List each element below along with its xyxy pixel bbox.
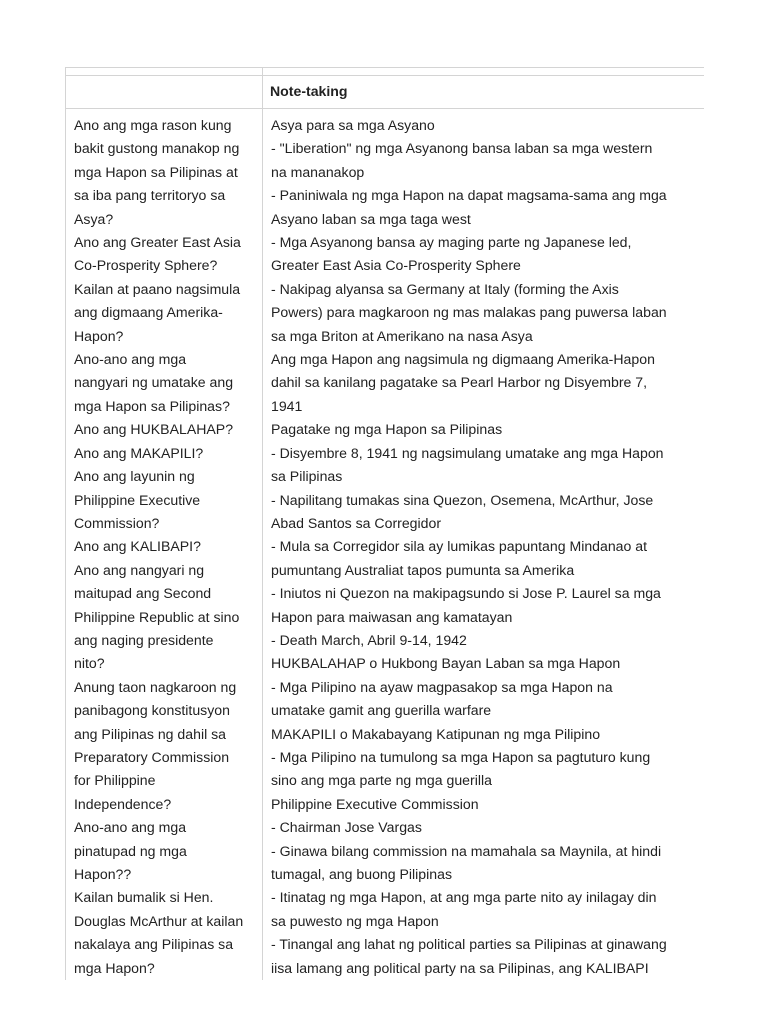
question-line: Independence? bbox=[74, 795, 172, 812]
question-line: Ano-ano ang mga bbox=[74, 351, 187, 368]
note-line: - "Liberation" ng mga Asyanong bansa laban sa mga western bbox=[271, 140, 653, 157]
note-line: - Chairman Jose Vargas bbox=[271, 819, 422, 836]
question-line: nangyari ng umatake ang bbox=[74, 374, 234, 391]
table-top-spacer-row bbox=[66, 68, 705, 76]
note-line: sino ang mga parte ng mga guerilla bbox=[271, 772, 492, 789]
question-line: maitupad ang Second bbox=[74, 585, 212, 602]
question-line: Co-Prosperity Sphere? bbox=[74, 257, 218, 274]
note-line: - Mga Asyanong bansa ay maging parte ng Japanese led, bbox=[271, 234, 632, 251]
note-line: - Ginawa bilang commission na mamahala sa Maynila, at hindi bbox=[271, 842, 662, 859]
question-line: Hapon?? bbox=[74, 866, 132, 882]
note-line: - Tinangal ang lahat ng political parties sa Pilipinas at ginawang bbox=[271, 936, 667, 953]
question-line: Asya? bbox=[74, 210, 114, 227]
question-line: for Philippine bbox=[74, 772, 156, 789]
header-cell-questions bbox=[66, 76, 263, 109]
note-line: - Nakipag alyansa sa Germany at Italy (forming the Axis bbox=[271, 280, 619, 297]
question-line: Ano ang HUKBALAHAP? bbox=[74, 421, 234, 438]
note-line: umatake gamit ang guerilla warfare bbox=[271, 702, 492, 719]
question-line: ang Pilipinas ng dahil sa bbox=[74, 725, 227, 742]
question-line: Ano ang mga rason kung bbox=[74, 117, 232, 133]
note-line: Greater East Asia Co-Prosperity Sphere bbox=[271, 257, 521, 274]
question-line: mga Hapon? bbox=[74, 959, 155, 976]
table-body-row bbox=[66, 109, 705, 981]
header-cell-note-taking: Note-taking bbox=[263, 76, 705, 109]
question-line: Ano ang KALIBAPI? bbox=[74, 538, 201, 555]
questions-cell bbox=[66, 109, 263, 981]
question-line: Preparatory Commission bbox=[74, 748, 230, 765]
question-line: Philippine Executive bbox=[74, 491, 201, 508]
question-line: Douglas McArthur at kailan bbox=[74, 912, 244, 929]
note-line: sa mga Briton at Amerikano na nasa Asya bbox=[271, 327, 533, 344]
note-line: Philippine Executive Commission bbox=[271, 795, 479, 812]
note-line: Asyano laban sa mga taga west bbox=[271, 210, 471, 227]
question-line: Ano ang MAKAPILI? bbox=[74, 444, 204, 461]
table-header-row bbox=[66, 76, 705, 109]
question-line: panibagong konstitusyon bbox=[74, 702, 230, 719]
note-line: Pagatake ng mga Hapon sa Pilipinas bbox=[271, 421, 503, 438]
question-line: bakit gustong manakop ng bbox=[74, 140, 240, 157]
document-sheet bbox=[65, 67, 704, 1025]
note-line: - Paniniwala ng mga Hapon na dapat magsama-sama ang mga bbox=[271, 187, 667, 204]
note-line: iisa lamang ang political party na sa Pilipinas, ang KALIBAPI bbox=[271, 959, 649, 976]
spacer-cell-right bbox=[263, 68, 705, 76]
question-line: pinatupad ng mga bbox=[74, 842, 187, 859]
question-line: mga Hapon sa Pilipinas at bbox=[74, 163, 238, 180]
question-line: Ano ang Greater East Asia bbox=[74, 234, 241, 251]
notes-cell bbox=[263, 109, 705, 981]
question-line: ang naging presidente bbox=[74, 631, 214, 648]
question-line: Hapon? bbox=[74, 327, 124, 344]
note-line: dahil sa kanilang pagatake sa Pearl Harbor ng Disyembre 7, bbox=[271, 374, 648, 391]
notes-table bbox=[65, 68, 704, 980]
note-line: - Mga Pilipino na tumulong sa mga Hapon sa pagtuturo kung bbox=[271, 748, 651, 765]
question-line: mga Hapon sa Pilipinas? bbox=[74, 397, 230, 414]
note-line: MAKAPILI o Makabayang Katipunan ng mga Pilipino bbox=[271, 725, 601, 742]
spacer-cell-left bbox=[66, 68, 263, 76]
question-line: nito? bbox=[74, 655, 105, 672]
note-line: - Itinatag ng mga Hapon, at ang mga parte nito ay inilagay din bbox=[271, 889, 657, 906]
question-line: Philippine Republic at sino bbox=[74, 608, 240, 625]
note-line: sa puwesto ng mga Hapon bbox=[271, 912, 439, 929]
note-line: - Disyembre 8, 1941 ng nagsimulang umatake ang mga Hapon bbox=[271, 444, 664, 461]
note-line: Ang mga Hapon ang nagsimula ng digmaang Amerika-Hapon bbox=[271, 351, 655, 368]
question-line: sa iba pang territoryo sa bbox=[74, 187, 226, 204]
note-line: Hapon para maiwasan ang kamatayan bbox=[271, 608, 513, 625]
question-line: Ano-ano ang mga bbox=[74, 819, 187, 836]
note-line: - Mga Pilipino na ayaw magpasakop sa mga Hapon na bbox=[271, 678, 613, 695]
note-line: 1941 bbox=[271, 397, 303, 414]
note-line: sa Pilipinas bbox=[271, 468, 343, 485]
question-line: Kailan at paano nagsimula bbox=[74, 280, 241, 297]
note-line: - Napilitang tumakas sina Quezon, Osemena, McArthur, Jose bbox=[271, 491, 654, 508]
note-line: Abad Santos sa Corregidor bbox=[271, 514, 442, 531]
question-line: Ano ang nangyari ng bbox=[74, 561, 205, 578]
note-line: - Mula sa Corregidor sila ay lumikas papuntang Mindanao at bbox=[271, 538, 648, 555]
note-line: pumuntang Australiat tapos pumunta sa Amerika bbox=[271, 561, 575, 578]
note-line: Powers) para magkaroon ng mas malakas pang puwersa laban bbox=[271, 304, 667, 321]
note-line: - Death March, Abril 9-14, 1942 bbox=[271, 631, 467, 648]
note-line: na mananakop bbox=[271, 163, 365, 180]
question-line: Commission? bbox=[74, 514, 160, 531]
question-line: ang digmaang Amerika- bbox=[74, 304, 223, 321]
question-line: Ano ang layunin ng bbox=[74, 468, 195, 485]
note-line: Asya para sa mga Asyano bbox=[271, 117, 435, 133]
note-line: tumagal, ang buong Pilipinas bbox=[271, 866, 452, 882]
question-line: Kailan bumalik si Hen. bbox=[74, 889, 214, 906]
note-line: HUKBALAHAP o Hukbong Bayan Laban sa mga Hapon bbox=[271, 655, 621, 672]
note-line: - Iniutos ni Quezon na makipagsundo si Jose P. Laurel sa mga bbox=[271, 585, 661, 602]
question-line: Anung taon nagkaroon ng bbox=[74, 678, 237, 695]
question-line: nakalaya ang Pilipinas sa bbox=[74, 936, 234, 953]
